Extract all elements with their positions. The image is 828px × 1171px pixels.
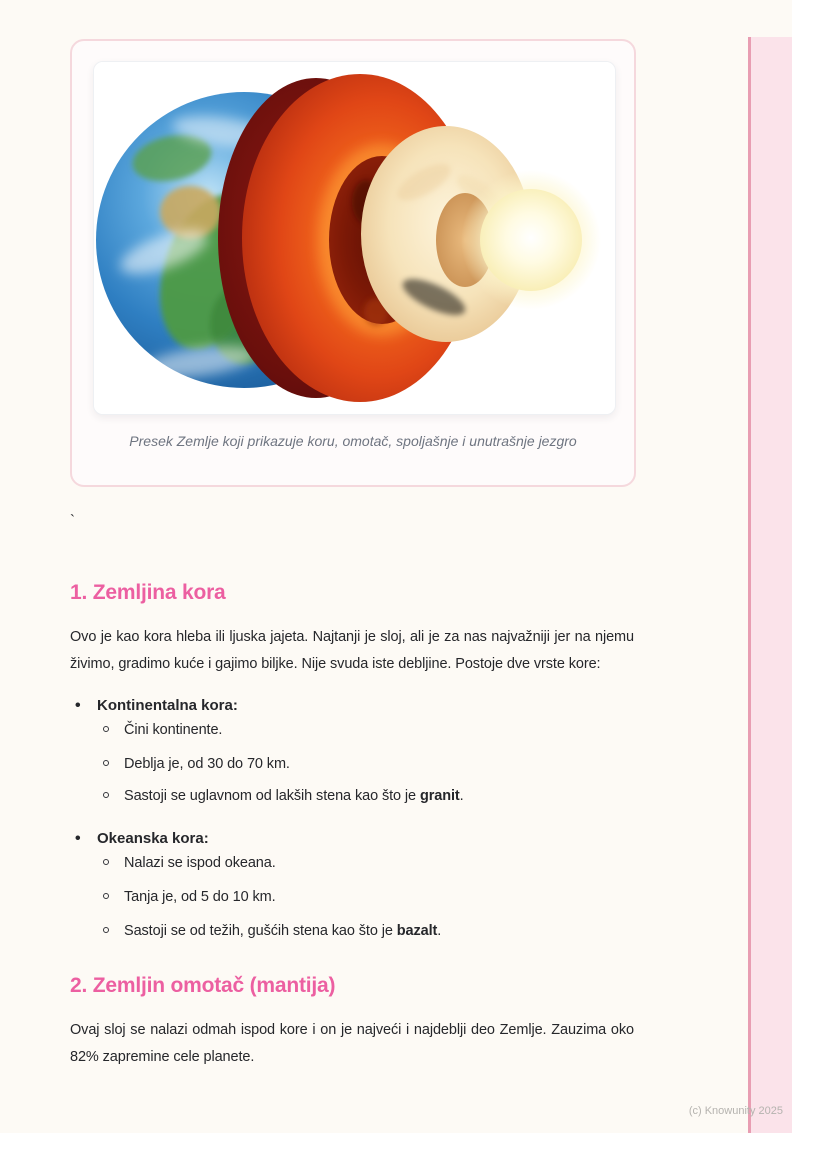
list-item-text: . [459, 788, 464, 804]
list-item-text: Sastoji se od težih, gušćih stena kao što je [124, 923, 397, 939]
section-heading-1: 1. Zemljina kora [70, 581, 226, 604]
list-item [70, 786, 634, 806]
list-item [70, 754, 634, 774]
list-item [70, 720, 634, 740]
stray-backtick: ` [70, 512, 75, 529]
section-heading-2: 2. Zemljin omotač (mantija) [70, 974, 336, 997]
bold-term: bazalt [396, 923, 438, 939]
list-item-continental-crust: • Kontinentalna kora: [70, 696, 634, 716]
right-pink-stripe [748, 37, 792, 1133]
inner-core-glow [461, 170, 601, 310]
list-item-text: Deblja je, od 30 do 70 km. [124, 756, 290, 772]
list-item [70, 921, 634, 941]
document-body [70, 512, 634, 1071]
earth-cross-section-image [93, 61, 616, 415]
list-item-text: Sastoji se uglavnom od lakših stena kao što je [124, 788, 420, 804]
list-item [70, 887, 634, 907]
list-item [70, 853, 634, 873]
bold-term: granit [419, 788, 460, 804]
list-item-oceanic-crust: • Okeanska kora: [70, 829, 634, 849]
list-item-text: . [437, 923, 442, 939]
figure-card [70, 39, 636, 487]
section-paragraph-1: Ovo je kao kora hleba ili ljuska jajeta. Najtanji je sloj, ali je za nas najvažniji jer na njemu živimo, gradimo kuće i gajimo biljke. Nije svuda iste debljine. Postoje dve vrste kore: [70, 629, 634, 672]
section-paragraph-2: Ovaj sloj se nalazi odmah ispod kore i on je najveći i najdeblji deo Zemlje. Zauzima oko 82% zapremine cele planete. [70, 1022, 634, 1065]
list-item-text: Nalazi se ispod okeana. [124, 855, 276, 871]
list-item-text: Čini kontinente. [124, 722, 223, 738]
copyright-notice: (c) Knowunity 2025 [688, 1105, 783, 1117]
list-item-text: Tanja je, od 5 do 10 km. [124, 889, 276, 905]
earth-cutaway-illustration [94, 62, 615, 414]
bullet-list [70, 696, 634, 941]
figure-caption: Presek Zemlje koji prikazuje koru, omotač, spoljašnje i unutrašnje jezgro [129, 433, 577, 449]
